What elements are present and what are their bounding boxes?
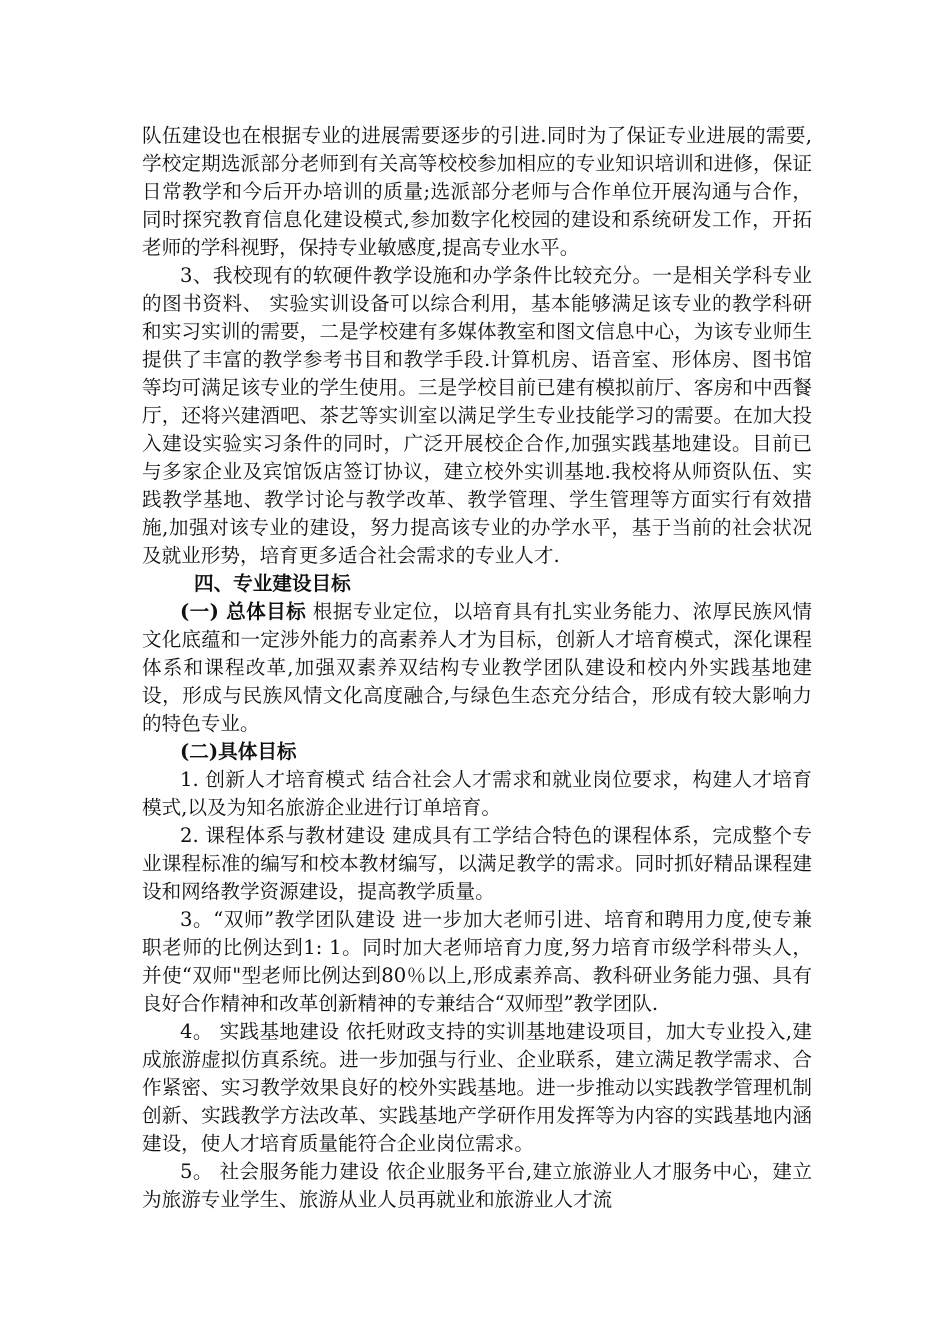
paragraph-goal-4: 4。 实践基地建设 依托财政支持的实训基地建设项目，加大专业投入,建成旅游虚拟仿真系统。进一步加强与行业、企业联系，建立满足教学需求、合作紧密、实习教学效果良好的校外实践基地。进一步推动以实践教学管理机制创新、实践教学方法改革、实践基地产学研作用发挥等为内容的实践基地内涵建设，使人才培育质量能符合企业岗位需求。 xyxy=(142,1020,812,1155)
paragraph-goal-5: 5。 社会服务能力建设 依企业服务平台,建立旅游业人才服务中心，建立为旅游专业学生、旅游从业人员再就业和旅游业人才流 xyxy=(142,1160,812,1211)
paragraph-teacher-team: 队伍建设也在根据专业的进展需要逐步的引进.同时为了保证专业进展的需要,学校定期选派部分老师到有关高等校校参加相应的专业知识培训和进修，保证日常教学和今后开办培训的质量;选派部分老师与合作单位开展沟通与合作，同时探究教育信息化建设模式,参加数字化校园的建设和系统研发工作，开拓老师的学科视野，保持专业敏感度,提高专业水平。 xyxy=(142,124,812,259)
paragraph-overall-goal xyxy=(142,598,812,738)
subheading-specific-goals: (二)具体目标 xyxy=(180,740,297,763)
overall-goal-label: (一) 总体目标 xyxy=(180,600,307,623)
paragraph-goal-3: 3。“双师”教学团队建设 进一步加大老师引进、培育和聘用力度,使专兼职老师的比例达到1: 1。同时加大老师培育力度,努力培育市级学科带头人，并使“双师"型老师比例达到80％以上,形成素养高、教科研业务能力强、具有良好合作精神和改革创新精神的专兼结合“双师型”教学团队. xyxy=(142,908,812,1015)
document-body xyxy=(142,122,812,1214)
paragraph-goal-2: 2. 课程体系与教材建设 建成具有工学结合特色的课程体系，完成整个专业课程标准的编写和校本教材编写，以满足教学的需求。同时抓好精品课程建设和网络教学资源建设，提高教学质量。 xyxy=(142,824,812,903)
paragraph-facilities: 3、我校现有的软硬件教学设施和办学条件比较充分。一是相关学科专业的图书资料、 实验实训设备可以综合利用，基本能够满足该专业的教学科研和实习实训的需要，二是学校建有多媒体教室和图文信息中心，为该专业师生提供了丰富的教学参考书目和教学手段.计算机房、语音室、形体房、图书馆等均可满足该专业的学生使用。三是学校目前已建有模拟前厅、客房和中西餐厅，还将兴建酒吧、茶艺等实训室以满足学生专业技能学习的需要。在加大投入建设实验实习条件的同时，广泛开展校企合作,加强实践基地建设。目前已与多家企业及宾馆饭店签订协议，建立校外实训基地.我校将从师资队伍、实践教学基地、教学讨论与教学改革、教学管理、学生管理等方面实行有效措施,加强对该专业的建设，努力提高该专业的办学水平，基于当前的社会状况及就业形势，培育更多适合社会需求的专业人才. xyxy=(142,264,812,567)
paragraph-goal-1: 1. 创新人才培育模式 结合社会人才需求和就业岗位要求，构建人才培育模式,以及为知名旅游企业进行订单培育。 xyxy=(142,768,812,819)
section-heading-construction-goals: 四、专业建设目标 xyxy=(194,572,351,595)
overall-goal-text: 根据专业定位，以培育具有扎实业务能力、浓厚民族风情文化底蕴和一定涉外能力的高素养人才为目标，创新人才培育模式，深化课程体系和课程改革,加强双素养双结构专业教学团队建设和校内外实践基地建设，形成与民族风情文化高度融合,与绿色生态充分结合，形成有较大影响力的特色专业。 xyxy=(142,600,812,735)
